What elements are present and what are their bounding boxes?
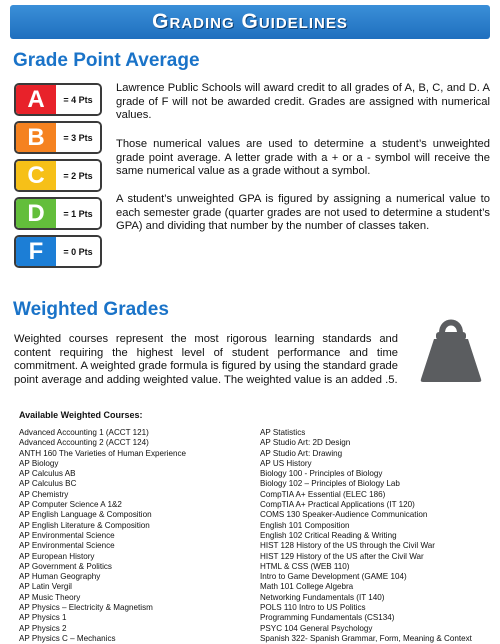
- course-item: AP Physics – Electricity & Magnetism: [19, 603, 153, 613]
- course-item: COMS 130 Speaker-Audience Communication: [260, 510, 428, 520]
- course-item: Biology 100 - Principles of Biology: [260, 469, 383, 479]
- weight-icon: [418, 315, 484, 383]
- course-item: HIST 129 History of the US after the Civil War: [260, 551, 424, 561]
- course-item: Advanced Accounting 1 (ACCT 121): [19, 428, 149, 437]
- course-item: English 101 Composition: [260, 520, 350, 530]
- course-item: HTML & CSS (WEB 110): [260, 561, 350, 571]
- course-item: AP Studio Art: Drawing: [260, 448, 343, 458]
- grade-row-c: [14, 159, 102, 192]
- course-item: POLS 110 Intro to US Politics: [260, 603, 366, 613]
- course-item: Biology 102 – Principles of Biology Lab: [260, 479, 400, 489]
- weighted-heading: Weighted Grades: [13, 299, 169, 320]
- course-item: PSYC 104 General Psychology: [260, 623, 373, 633]
- course-item: AP Calculus AB: [19, 469, 76, 479]
- grade-points: = 4 Pts: [56, 85, 100, 114]
- course-item: CompTIA A+ Practical Applications (IT 120): [260, 500, 415, 510]
- course-item: Advanced Accounting 2 (ACCT 124): [19, 438, 149, 448]
- course-item: AP Studio Art: 2D Design: [260, 438, 351, 448]
- grade-points: = 1 Pts: [56, 199, 100, 228]
- grade-letter: F: [16, 237, 56, 266]
- grade-points: = 3 Pts: [56, 123, 100, 152]
- page-title: Grading Guidelines: [152, 10, 348, 33]
- available-courses-title: Available Weighted Courses:: [19, 410, 143, 420]
- gpa-heading: Grade Point Average: [13, 50, 200, 71]
- grade-letter: C: [16, 161, 56, 190]
- course-item: ANTH 160 The Varieties of Human Experience: [19, 448, 187, 458]
- course-list-left: [19, 428, 186, 644]
- grade-points: = 2 Pts: [56, 161, 100, 190]
- grade-letter: D: [16, 199, 56, 228]
- gpa-paragraph-1: Lawrence Public Schools will award credit to all grades of A, B, C, and D. A grade of F will not be awarded credit. Grades are assigned with numerical values.: [116, 82, 490, 122]
- course-item: AP Environmental Science: [19, 530, 115, 540]
- course-item: AP English Literature & Composition: [19, 520, 150, 530]
- grade-letter: B: [16, 123, 56, 152]
- course-item: CompTIA A+ Essential (ELEC 186): [260, 489, 386, 499]
- grade-row-b: [14, 121, 102, 154]
- course-item: AP Computer Science A 1&2: [19, 500, 122, 510]
- course-item: AP European History: [19, 551, 95, 561]
- title-banner: [10, 5, 490, 39]
- course-item: Spanish 322- Spanish Grammar, Form, Meaning & Context: [260, 633, 472, 643]
- course-item: HIST 128 History of the US through the Civil War: [260, 541, 435, 551]
- course-item: AP Physics 1: [19, 613, 67, 623]
- course-item: Intro to Game Development (GAME 104): [260, 572, 407, 582]
- course-item: AP Government & Politics: [19, 561, 112, 571]
- course-item: AP Chemistry: [19, 489, 69, 499]
- course-item: AP Latin Vergil: [19, 582, 72, 592]
- grade-row-a: [14, 83, 102, 116]
- grade-letter: A: [16, 85, 56, 114]
- grade-row-f: [14, 235, 102, 268]
- course-item: AP Statistics: [260, 428, 306, 437]
- course-list-right: [260, 428, 472, 644]
- course-item: AP US History: [260, 458, 312, 468]
- weighted-paragraph: Weighted courses represent the most rigorous learning standards and content requiring the highest level of student performance and time commitment. A weighted grade formula is figured by using the standard grade point average and adding weighted value. The weighted value is an added .5.: [14, 333, 398, 386]
- gpa-paragraph-2: Those numerical values are used to determine a student’s unweighted grade point average. A letter grade with a + or a - symbol will receive the same numerical value as a grade without a symbol.: [116, 138, 490, 178]
- grade-row-d: [14, 197, 102, 230]
- course-item: AP Calculus BC: [19, 479, 77, 489]
- course-item: Networking Fundamentals (IT 140): [260, 592, 385, 602]
- course-item: Programming Fundamentals (CS134): [260, 613, 395, 623]
- course-item: English 102 Critical Reading & Writing: [260, 530, 397, 540]
- course-item: AP English Language & Composition: [19, 510, 152, 520]
- course-item: AP Physics C – Mechanics: [19, 633, 116, 643]
- course-item: AP Physics 2: [19, 623, 67, 633]
- course-item: AP Biology: [19, 458, 59, 468]
- course-item: AP Environmental Science: [19, 541, 115, 551]
- gpa-paragraph-3: A student’s unweighted GPA is figured by assigning a numerical value to each semester grade (quarter grades are not used to determine a student’s GPA) and dividing that number by the number of classes taken.: [116, 193, 490, 233]
- course-item: AP Music Theory: [19, 592, 81, 602]
- course-item: Math 101 College Algebra: [260, 582, 354, 592]
- grade-points: = 0 Pts: [56, 237, 100, 266]
- course-item: AP Human Geography: [19, 572, 101, 582]
- grade-scale: [14, 83, 102, 273]
